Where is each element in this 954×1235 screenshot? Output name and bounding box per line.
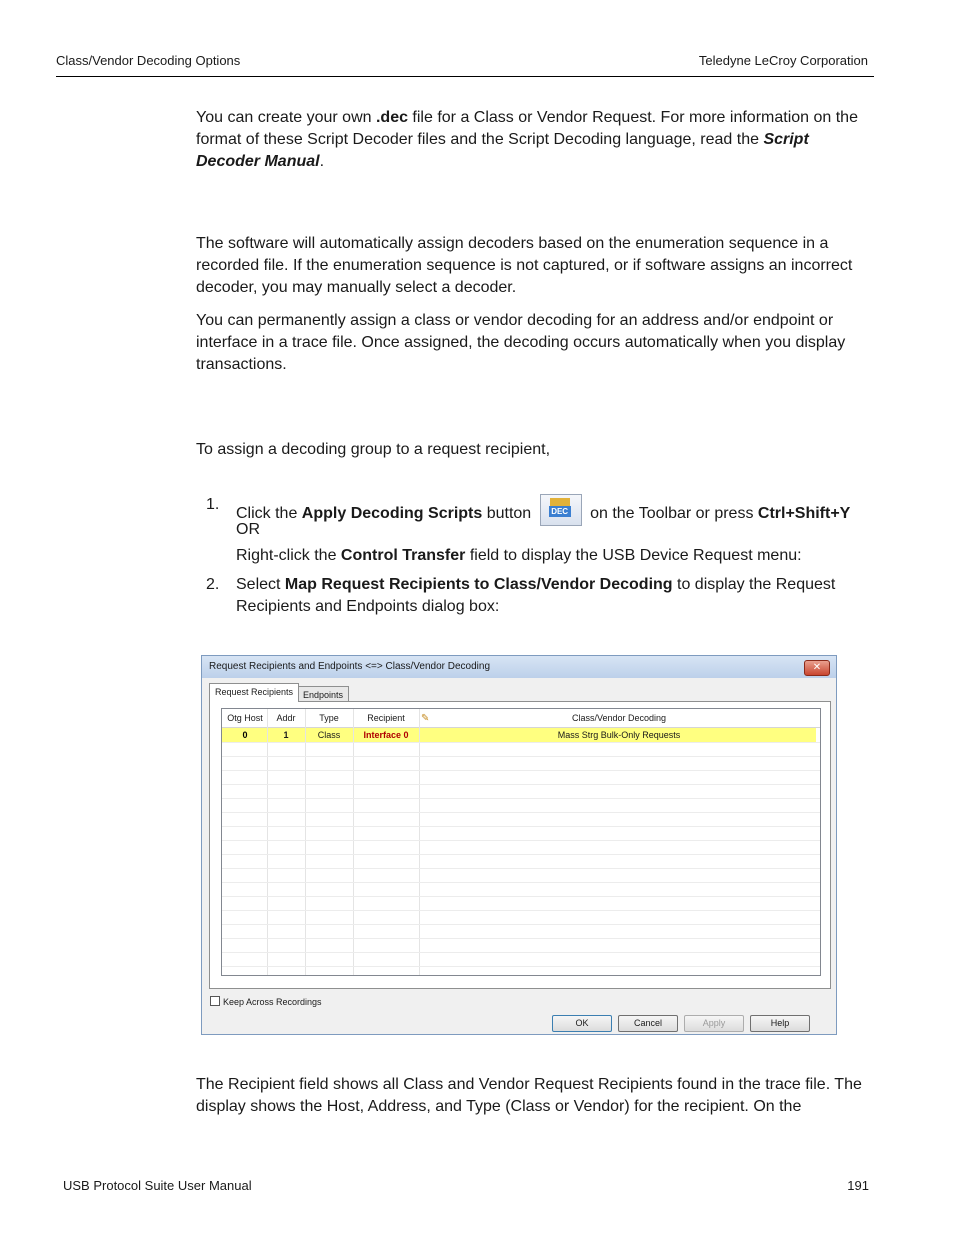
grid-divider (419, 709, 420, 975)
running-header-company: Teledyne LeCroy Corporation (698, 53, 868, 68)
keep-across-recordings-checkbox[interactable] (210, 996, 220, 1006)
page-number: 191 (847, 1178, 869, 1193)
column-header-recipient[interactable]: Recipient (367, 713, 405, 723)
paragraph-assign-intro: To assign a decoding group to a request recipient, (196, 441, 551, 458)
recipients-grid (221, 708, 821, 976)
column-header-type[interactable]: Type (319, 713, 339, 723)
grid-line (222, 784, 820, 785)
column-header-decoding[interactable]: Class/Vendor Decoding (571, 713, 667, 723)
column-header-addr[interactable]: Addr (276, 713, 296, 723)
grid-line (222, 826, 820, 827)
grid-line (222, 812, 820, 813)
paragraph-create-dec: You can create your own .dec file for a Class or Vendor Request. For more information on the format of these Script Decoder files and the Script Decoding language, read the Script Decoder Manual. (196, 109, 858, 170)
dialog-title: Request Recipients and Endpoints <=> Class/Vendor Decoding (209, 661, 491, 672)
grid-line (222, 882, 820, 883)
column-header-otg-host[interactable]: Otg Host (227, 713, 263, 723)
grid-line (222, 770, 820, 771)
grid-line (222, 924, 820, 925)
dialog-title-bar[interactable] (202, 656, 836, 678)
apply-button[interactable]: Apply (684, 1015, 744, 1032)
header-rule (56, 76, 874, 77)
cell-otg-host: 0 (242, 730, 248, 740)
tab-request-recipients[interactable]: Request Recipients (209, 683, 299, 702)
grid-divider (353, 709, 354, 975)
paragraph-permanent-assign: You can permanently assign a class or vendor decoding for an address and/or endpoint or interface in a trace file. Once assigned, the decoding occurs automatically when you display transactions. (196, 312, 846, 373)
grid-line (222, 756, 820, 757)
grid-line (222, 742, 820, 743)
grid-line (222, 910, 820, 911)
cell-recipient[interactable]: Interface 0 (363, 730, 409, 740)
grid-line (222, 840, 820, 841)
cancel-button[interactable]: Cancel (618, 1015, 678, 1032)
cell-addr: 1 (283, 730, 289, 740)
step-number: 1. (206, 496, 220, 513)
grid-line (222, 952, 820, 953)
grid-header (222, 709, 820, 728)
grid-divider (305, 709, 306, 975)
tab-endpoints[interactable]: Endpoints (297, 686, 349, 703)
ok-button[interactable]: OK (552, 1015, 612, 1032)
step-1-alternative: Right-click the Control Transfer field to display the USB Device Request menu: (236, 547, 802, 564)
grid-line (222, 798, 820, 799)
grid-line (222, 966, 820, 967)
step-1-or: OR (236, 521, 260, 538)
grid-line (222, 896, 820, 897)
grid-divider (267, 709, 268, 975)
step-text: Click the Apply Decoding Scripts button DEC on the Toolbar or press Ctrl+Shift+Y (236, 494, 876, 526)
step-number: 2. (206, 576, 220, 593)
step-text: Select Map Request Recipients to Class/Vendor Decoding to display the Request Recipients and Endpoints dialog box: (236, 576, 836, 615)
help-button[interactable]: Help (750, 1015, 810, 1032)
pencil-icon: ✎ (421, 713, 430, 724)
paragraph-recipient-field: The Recipient field shows all Class and Vendor Request Recipients found in the trace file. The display shows the Host, Address, and Type (Class or Vendor) for the recipient. On the (196, 1076, 862, 1115)
apply-decoding-scripts-icon: DEC (540, 494, 582, 526)
grid-line (222, 854, 820, 855)
tab-panel (209, 701, 831, 989)
cell-type: Class (317, 730, 341, 740)
running-header-section: Class/Vendor Decoding Options (56, 53, 241, 68)
checkbox-label: Keep Across Recordings (223, 997, 322, 1007)
close-button[interactable]: ✕ (804, 660, 830, 676)
grid-line (222, 938, 820, 939)
cell-decoding[interactable]: Mass Strg Bulk-Only Requests (557, 730, 681, 740)
request-recipients-dialog (201, 655, 837, 1035)
paragraph-auto-assign: The software will automatically assign decoders based on the enumeration sequence in a recorded file. If the enumeration sequence is not captured, or if software assigns an incorrect decoder, you may manually select a decoder. (196, 235, 853, 296)
footer-manual-title: USB Protocol Suite User Manual (63, 1178, 252, 1193)
grid-line (222, 868, 820, 869)
keep-across-recordings-option[interactable] (210, 996, 322, 1007)
